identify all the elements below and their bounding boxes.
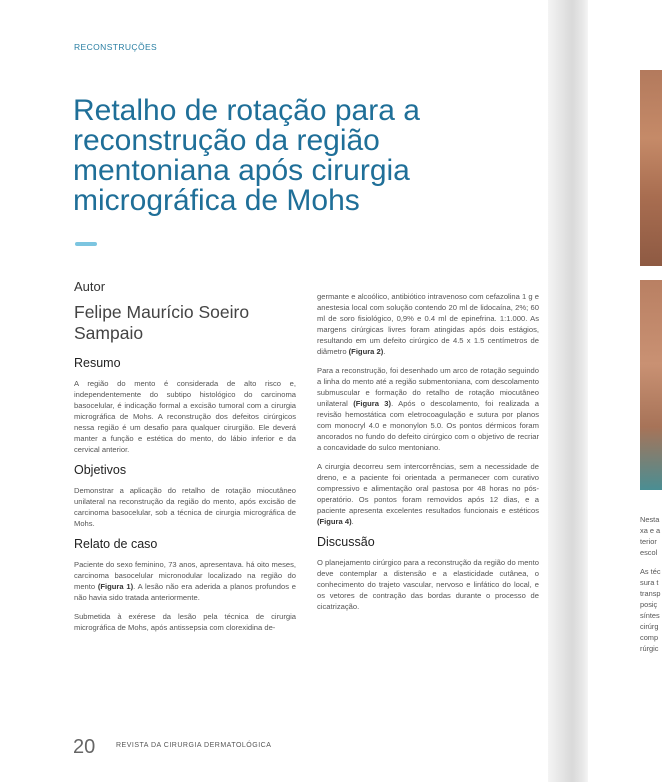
relato-paragraph-5: A cirurgia decorreu sem intercorrências, sem a necessidade de dreno, e a paciente foi orientada a permanecer com curativo compressivo e alimentação oral pastosa por 48 horas no pós-operatório. Os pontos foram removidos após 12 dias, e a paciente apresenta excelentes resultados funcionais e estéticos (Figura 4). xyxy=(317,462,539,526)
next-page-line: comp xyxy=(640,633,659,642)
next-page-text xyxy=(640,514,662,654)
figure-3-ref: (Figura 3) xyxy=(353,399,392,408)
discussao-heading: Discussão xyxy=(317,535,375,549)
left-column xyxy=(74,279,296,641)
right-column xyxy=(317,291,539,620)
next-page-line: cirúrg xyxy=(640,622,659,631)
next-page-line: rúrgic xyxy=(640,644,659,653)
objetivos-text: Demonstrar a aplicação do retalho de rotação miocutâneo unilateral na reconstrução da região do mento, após excisão de carcinoma basocelular, sob a técnica de cirurgia micrográfica de Mohs. xyxy=(74,486,296,528)
book-gutter xyxy=(548,0,592,782)
page-number: 20 xyxy=(73,736,96,758)
discussao-text: O planejamento cirúrgico para a reconstrução da região do mento deve contemplar a distensão e a elasticidade cutânea, o conhecimento do trajeto vascular, nervoso e linfático do local, e os vetores de contração das bordas durante o processo de cicatrização. xyxy=(317,558,539,611)
figure-1-ref: (Figura 1) xyxy=(97,582,134,591)
relato-paragraph-2: Submetida à exérese da lesão pela técnica de cirurgia micrográfica de Mohs, após antissepsia com clorexidina de- xyxy=(74,612,296,632)
next-page-line: escol xyxy=(640,548,658,557)
author-label: Autor xyxy=(74,279,106,294)
next-page-line: terior xyxy=(640,537,657,546)
figure-4-ref: (Figura 4) xyxy=(317,517,352,526)
next-page-line: transp xyxy=(640,589,661,598)
relato-paragraph-4: Para a reconstrução, foi desenhado um arco de rotação seguindo a linha do mento até a região submentoniana, com descolamento submuscular e formação do retalho de rotação miocutâneo unilateral (Figura 3). Após o descolamento, foi realizada a revisão hemostática com eletrocoagulação e sutura por planos com monocryl 4.0 e mononylon 5.0. Os pontos dérmicos foram ancorados no fundo do defeito cirúrgico com o objetivo de recriar a concavidade do sulco mentoniano. xyxy=(317,366,539,452)
next-page-line: Nesta xyxy=(640,515,660,524)
section-label: RECONSTRUÇÕES xyxy=(74,42,158,52)
next-page-line: posiç xyxy=(640,600,658,609)
next-page-line: As téc xyxy=(640,567,661,576)
journal-name: REVISTA DA CIRURGIA DERMATOLÓGICA xyxy=(116,742,272,749)
figure-photo-bottom xyxy=(640,280,662,490)
next-page-line: xa e a xyxy=(640,526,661,535)
resumo-text: A região do mento é considerada de alto risco e, independentemente do subtipo histológico do carcinoma basocelular, é indicação formal a excisão tumoral com a cirurgia micrográfica de Mohs. A reconstrução dos defeitos cirúrgicos nessa região é um desafio para qualquer cirurgião. Ele deverá manter a função e estética do mento, do lábio inferior e da cervical anterior. xyxy=(74,379,296,454)
relato-paragraph-3: germante e alcoólico, antibiótico intravenoso com cefazolina 1 g e anestesia local com solução contendo 20 ml de lidocaína, 2%; 60 ml de soro fisiológico, 0,9% e 0.4 ml de epinefrina. 1:1.000. As margens cirúrgicas livres foram atingidas após dois estágios, resultando em um defeito cirúrgico de 4.5 x 1.5 centímetros de diâmetro (Figura 2). xyxy=(317,292,539,356)
next-page-line: sura t xyxy=(640,578,659,587)
next-page-line: síntes xyxy=(640,611,660,620)
figure-photo-top xyxy=(640,70,662,266)
article-title: Retalho de rotação para a reconstrução da região mentoniana após cirurgia micrográfica de Mohs xyxy=(73,94,420,217)
resumo-heading: Resumo xyxy=(74,356,121,370)
figure-2-ref: (Figura 2) xyxy=(348,347,384,356)
relato-paragraph-1: Paciente do sexo feminino, 73 anos, apresentava. há oito meses, carcinoma basocelular micronodular localizado na região do mento (Figura 1). A lesão não era aderida a planos profundos e não havia sido tratada anteriormente. xyxy=(74,560,296,602)
relato-heading: Relato de caso xyxy=(74,537,158,551)
title-accent-bar xyxy=(75,242,97,246)
objetivos-heading: Objetivos xyxy=(74,463,127,477)
author-name: Felipe Maurício Soeiro Sampaio xyxy=(74,302,250,343)
